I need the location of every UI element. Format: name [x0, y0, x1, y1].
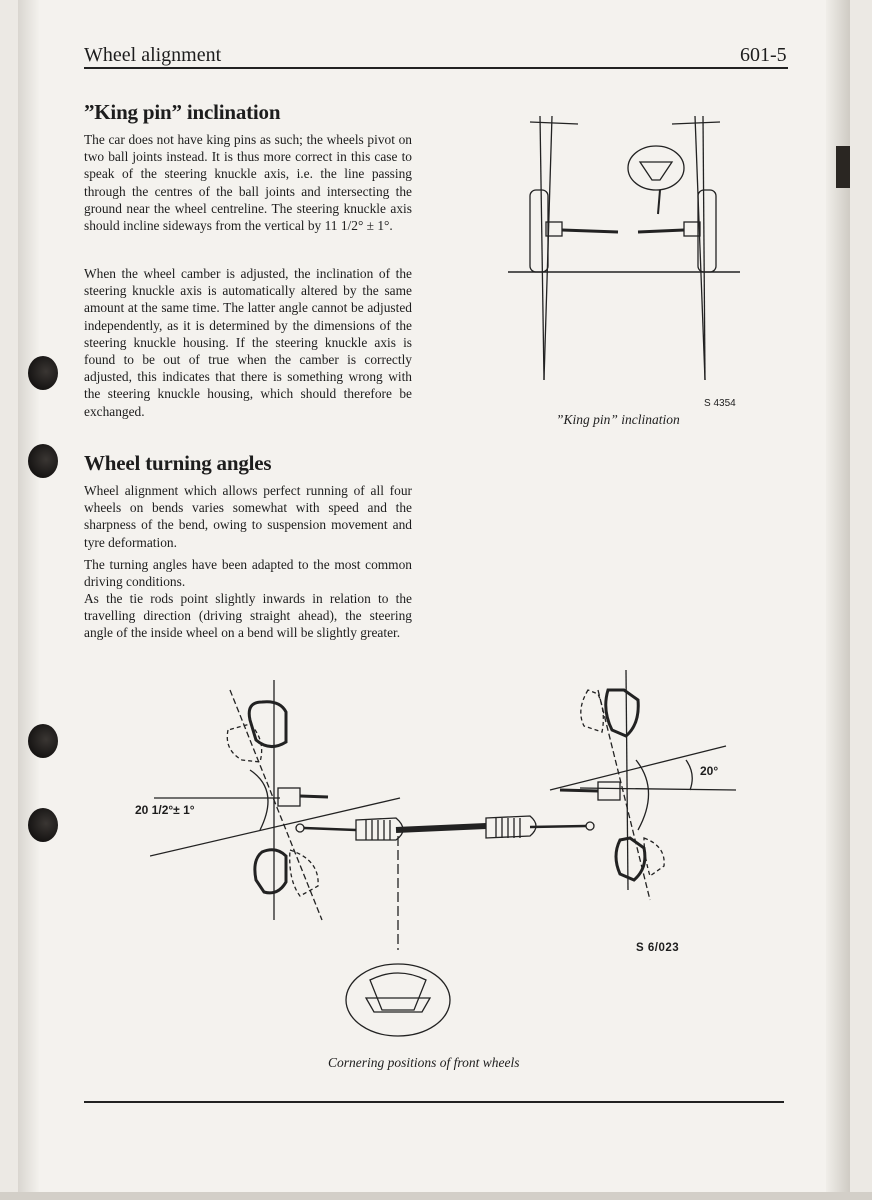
footer-rule: [84, 1101, 784, 1103]
header-title: Wheel alignment: [84, 44, 222, 66]
binder-hole: [28, 356, 58, 390]
header-rule: [84, 67, 788, 69]
paragraph: The car does not have king pins as such; the wheels pivot on two ball joints instead. It is thus more correct in this case to speak of the steering knuckle axis, i.e. the line passing through the centres of the ball joints and intersecting the ground near the wheel centreline. The steering knuckle axis should incline sideways from the vertical by 11 1/2° ± 1°.: [84, 132, 412, 234]
king-pin-diagram: [500, 110, 780, 400]
binder-hole: [28, 808, 58, 842]
binder-hole: [28, 724, 58, 758]
page-gutter-shadow: [18, 0, 40, 1200]
section-tab-marker: [836, 146, 850, 188]
paragraph: Wheel alignment which allows perfect running of all four wheels on bends varies somewhat with speed and the sharpness of the bend, owing to suspension movement and tyre deformation.: [84, 483, 412, 550]
left-turn-angle-label: 20 1/2°± 1°: [135, 803, 195, 817]
figure-code: S 6/023: [636, 942, 680, 954]
right-turn-angle-label: 20°: [700, 764, 719, 778]
figure-caption: ”King pin” inclination: [556, 412, 680, 427]
figure-caption: Cornering positions of front wheels: [328, 1055, 520, 1070]
paragraph: When the wheel camber is adjusted, the inclination of the steering knuckle axis is automatically altered by the same amount at the same time. The latter angle cannot be adjusted independently, as it is determined by the dimensions of the steering knuckle housing. If the steering knuckle axis is found to be out of true when the camber is correctly adjusted, this indicates that there is something wrong with the steering knuckle housing, which should therefore be exchanged.: [84, 266, 412, 419]
header-page-number: 601-5: [740, 44, 787, 66]
cornering-diagram: [150, 660, 750, 1050]
page-bottom-edge: [0, 1192, 872, 1200]
paragraph: As the tie rods point slightly inwards in relation to the travelling direction (driving straight ahead), the steering angle of the inside wheel on a bend will be slightly greater.: [84, 591, 412, 641]
binder-hole: [28, 444, 58, 478]
section-title-turning-angles: Wheel turning angles: [84, 451, 272, 475]
section-title-king-pin: ”King pin” inclination: [84, 100, 281, 124]
paragraph: The turning angles have been adapted to the most common driving conditions.: [84, 557, 412, 590]
figure-code: S 4354: [704, 398, 736, 409]
